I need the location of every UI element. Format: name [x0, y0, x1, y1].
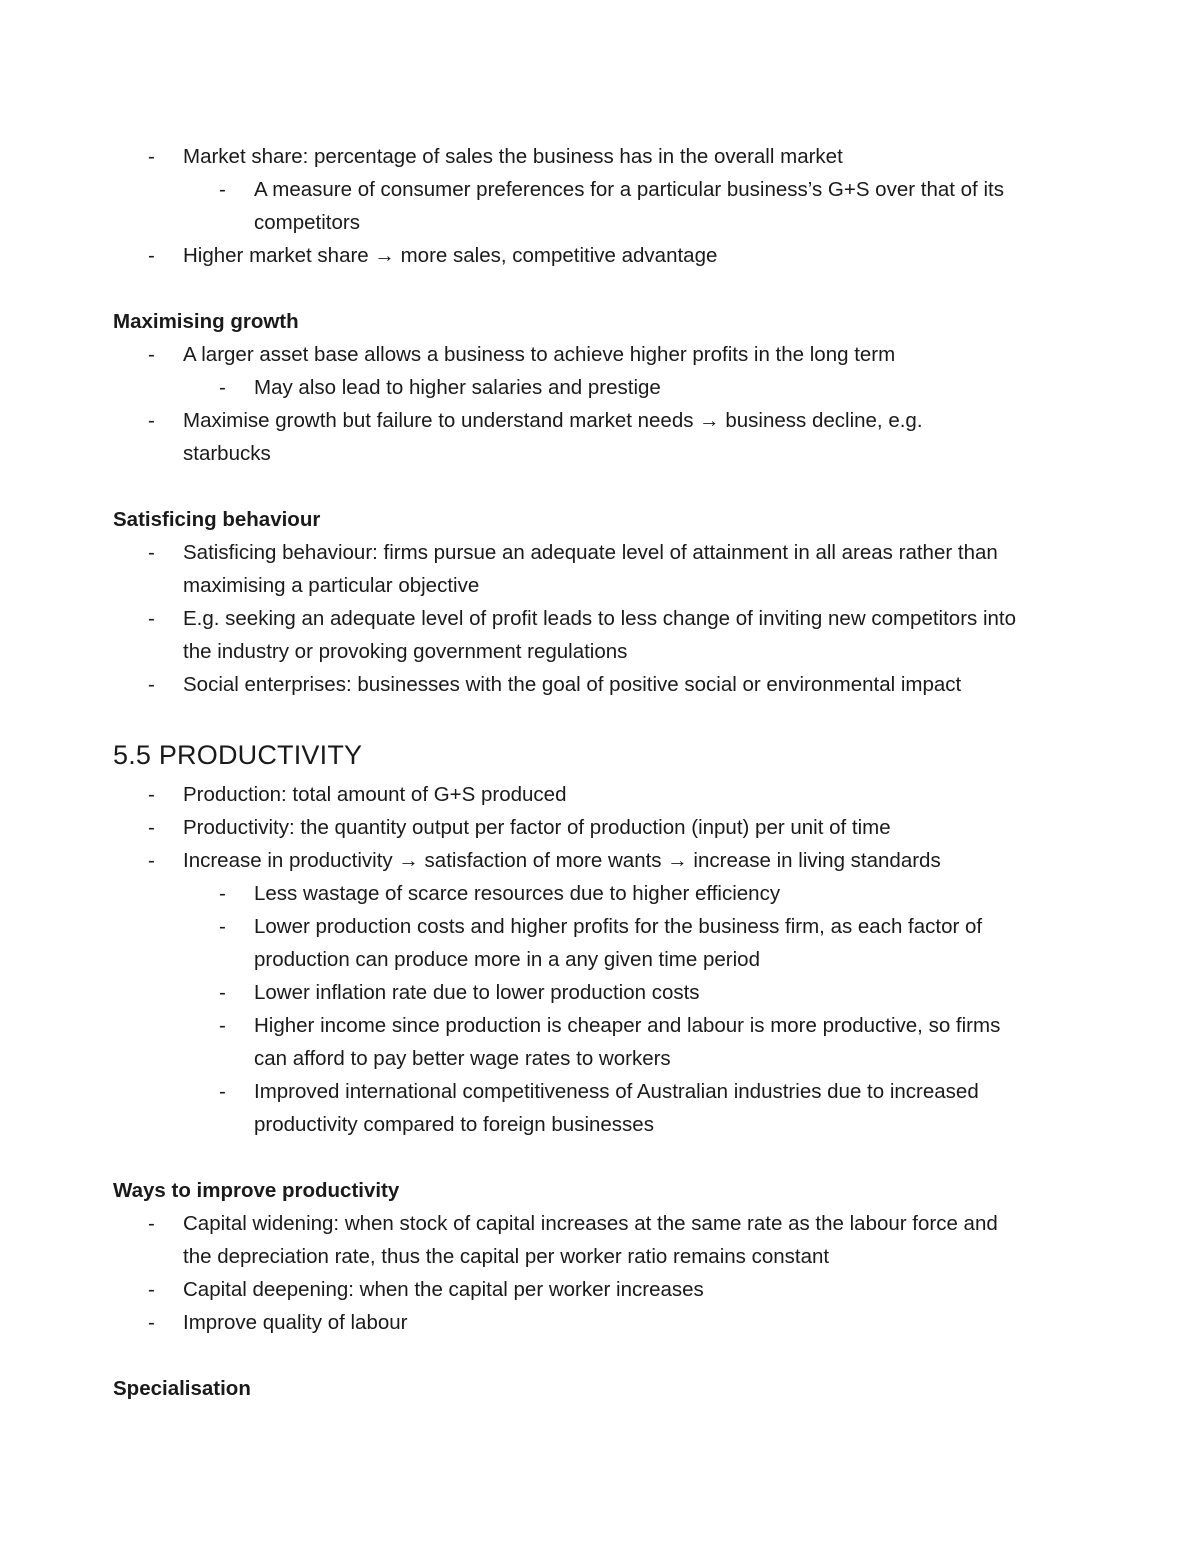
bullet-dash: -: [148, 1278, 155, 1301]
sub-bullet-dash: -: [219, 178, 226, 201]
bullet-text: E.g. seeking an adequate level of profit leads to less change of inviting new competitors into: [183, 607, 1017, 630]
bullet-dash: -: [148, 244, 155, 267]
bullet-text: Improve quality of labour: [183, 1311, 408, 1334]
bullet-dash: -: [148, 343, 155, 366]
sub-bullet-dash: -: [219, 376, 226, 399]
sub-bullet-text: A measure of consumer preferences for a particular business’s G+S over that of its: [254, 178, 1004, 201]
sub-bullet-text: May also lead to higher salaries and prestige: [254, 376, 661, 399]
bullet-text: Increase in productivity → satisfaction of more wants → increase in living standards: [183, 849, 941, 872]
bullet-dash: -: [148, 816, 155, 839]
sub-bullet-dash: -: [219, 915, 226, 938]
sub-bullet-text: Lower production costs and higher profits for the business firm, as each factor of: [254, 915, 983, 938]
sub-bullet-text-cont: can afford to pay better wage rates to workers: [254, 1047, 671, 1070]
sub-bullet-dash: -: [219, 1080, 226, 1103]
sub-bullet-dash: -: [219, 981, 226, 1004]
bullet-text: A larger asset base allows a business to achieve higher profits in the long term: [183, 343, 896, 366]
bullet-text: Capital deepening: when the capital per worker increases: [183, 1278, 704, 1301]
sub-bullet-dash: -: [219, 1014, 226, 1037]
bullet-dash: -: [148, 409, 155, 432]
heading-specialisation: Specialisation: [113, 1377, 251, 1400]
bullet-text: Market share: percentage of sales the business has in the overall market: [183, 145, 843, 168]
sub-bullet-text-cont: productivity compared to foreign businesses: [254, 1113, 654, 1136]
bullet-text: Higher market share → more sales, competitive advantage: [183, 244, 718, 267]
bullet-text-cont: maximising a particular objective: [183, 574, 480, 597]
bullet-text: Social enterprises: businesses with the goal of positive social or environmental impact: [183, 673, 962, 696]
bullet-dash: -: [148, 541, 155, 564]
bullet-text: Production: total amount of G+S produced: [183, 783, 567, 806]
bullet-text: Satisficing behaviour: firms pursue an adequate level of attainment in all areas rather than: [183, 541, 998, 564]
sub-bullet-text: Lower inflation rate due to lower production costs: [254, 981, 700, 1004]
sub-bullet-text: Higher income since production is cheaper and labour is more productive, so firms: [254, 1014, 1001, 1037]
sub-bullet-text: Less wastage of scarce resources due to higher efficiency: [254, 882, 781, 905]
section-title-productivity: 5.5 PRODUCTIVITY: [113, 740, 363, 770]
bullet-text-cont: the depreciation rate, thus the capital per worker ratio remains constant: [183, 1245, 830, 1268]
sub-bullet-text-cont: competitors: [254, 211, 360, 234]
bullet-text: Maximise growth but failure to understand market needs → business decline, e.g.: [183, 409, 923, 432]
heading-ways-to-improve: Ways to improve productivity: [113, 1179, 400, 1202]
bullet-text: Capital widening: when stock of capital increases at the same rate as the labour force and: [183, 1212, 998, 1235]
sub-bullet-text-cont: production can produce more in a any given time period: [254, 948, 760, 971]
bullet-text-cont: the industry or provoking government regulations: [183, 640, 628, 663]
heading-satisficing-behaviour: Satisficing behaviour: [113, 508, 321, 531]
bullet-text-cont: starbucks: [183, 442, 271, 465]
bullet-dash: -: [148, 145, 155, 168]
heading-maximising-growth: Maximising growth: [113, 310, 299, 333]
bullet-dash: -: [148, 1212, 155, 1235]
bullet-dash: -: [148, 607, 155, 630]
bullet-dash: -: [148, 1311, 155, 1334]
sub-bullet-text: Improved international competitiveness of Australian industries due to increased: [254, 1080, 979, 1103]
bullet-dash: -: [148, 783, 155, 806]
bullet-dash: -: [148, 849, 155, 872]
bullet-dash: -: [148, 673, 155, 696]
bullet-text: Productivity: the quantity output per factor of production (input) per unit of time: [183, 816, 891, 839]
sub-bullet-dash: -: [219, 882, 226, 905]
